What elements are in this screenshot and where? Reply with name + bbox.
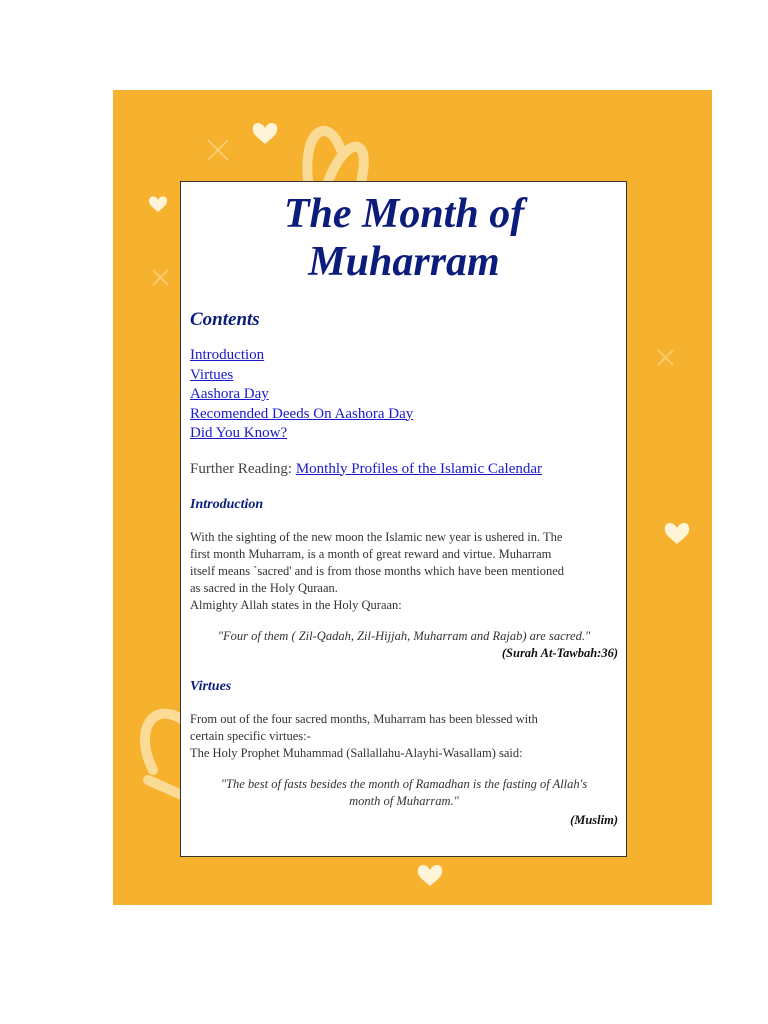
introduction-source: (Surah At-Tawbah:36) — [501, 645, 618, 660]
table-of-contents — [190, 346, 618, 444]
article-card — [180, 181, 627, 857]
paragraph-line: itself means `sacred' and is from those months which have been mentioned — [190, 563, 565, 578]
quote-line: "The best of fasts besides the month of Ramadhan is the fasting of Allah's — [220, 776, 588, 791]
paragraph-line: With the sighting of the new moon the Islamic new year is ushered in. The — [190, 529, 563, 544]
introduction-quote: "Four of them ( Zil-Qadah, Zil-Hijjah, Muharram and Rajab) are sacred." — [217, 628, 591, 643]
page-title: The Month of Muharram — [283, 191, 525, 285]
paragraph-line: The Holy Prophet Muhammad (Sallallahu-Alayhi-Wasallam) said: — [190, 745, 523, 760]
bg-loop-shape — [328, 147, 364, 182]
heart-icon — [665, 523, 690, 544]
bg-cross-shape — [208, 140, 228, 160]
introduction-paragraph — [190, 529, 618, 614]
heart-icon — [149, 196, 167, 212]
further-reading-label: Further Reading: — [190, 460, 296, 477]
paragraph-line: as sacred in the Holy Quraan. — [190, 580, 338, 595]
virtues-source: (Muslim) — [570, 812, 618, 827]
virtues-paragraph — [190, 711, 618, 762]
bg-cross-shape — [658, 350, 673, 365]
paragraph-line: Almighty Allah states in the Holy Quraan: — [190, 597, 402, 612]
bg-loop-shape — [145, 714, 183, 770]
toc-link-introduction[interactable]: Introduction — [190, 347, 265, 363]
paragraph-line: first month Muharram, is a month of great reward and virtue. Muharram — [190, 546, 552, 561]
quote-line: month of Muharram." — [349, 793, 459, 808]
virtues-heading: Virtues — [190, 678, 232, 694]
heart-icon — [253, 123, 278, 144]
heart-icon — [418, 865, 443, 886]
toc-link-virtues[interactable]: Virtues — [190, 366, 234, 383]
toc-link-aashora-day[interactable]: Aashora Day — [190, 386, 269, 402]
toc-link-recommended-deeds[interactable]: Recomended Deeds On Aashora Day — [190, 405, 414, 422]
introduction-heading: Introduction — [190, 496, 264, 512]
further-reading — [190, 459, 618, 479]
bg-cross-shape — [153, 270, 168, 285]
toc-link-did-you-know[interactable]: Did You Know? — [190, 425, 288, 441]
contents-heading: Contents — [190, 309, 260, 330]
virtues-quote — [190, 776, 618, 810]
paragraph-line: certain specific virtues:- — [190, 728, 311, 743]
further-reading-link[interactable]: Monthly Profiles of the Islamic Calendar — [295, 460, 543, 477]
paragraph-line: From out of the four sacred months, Muharram has been blessed with — [190, 711, 538, 726]
